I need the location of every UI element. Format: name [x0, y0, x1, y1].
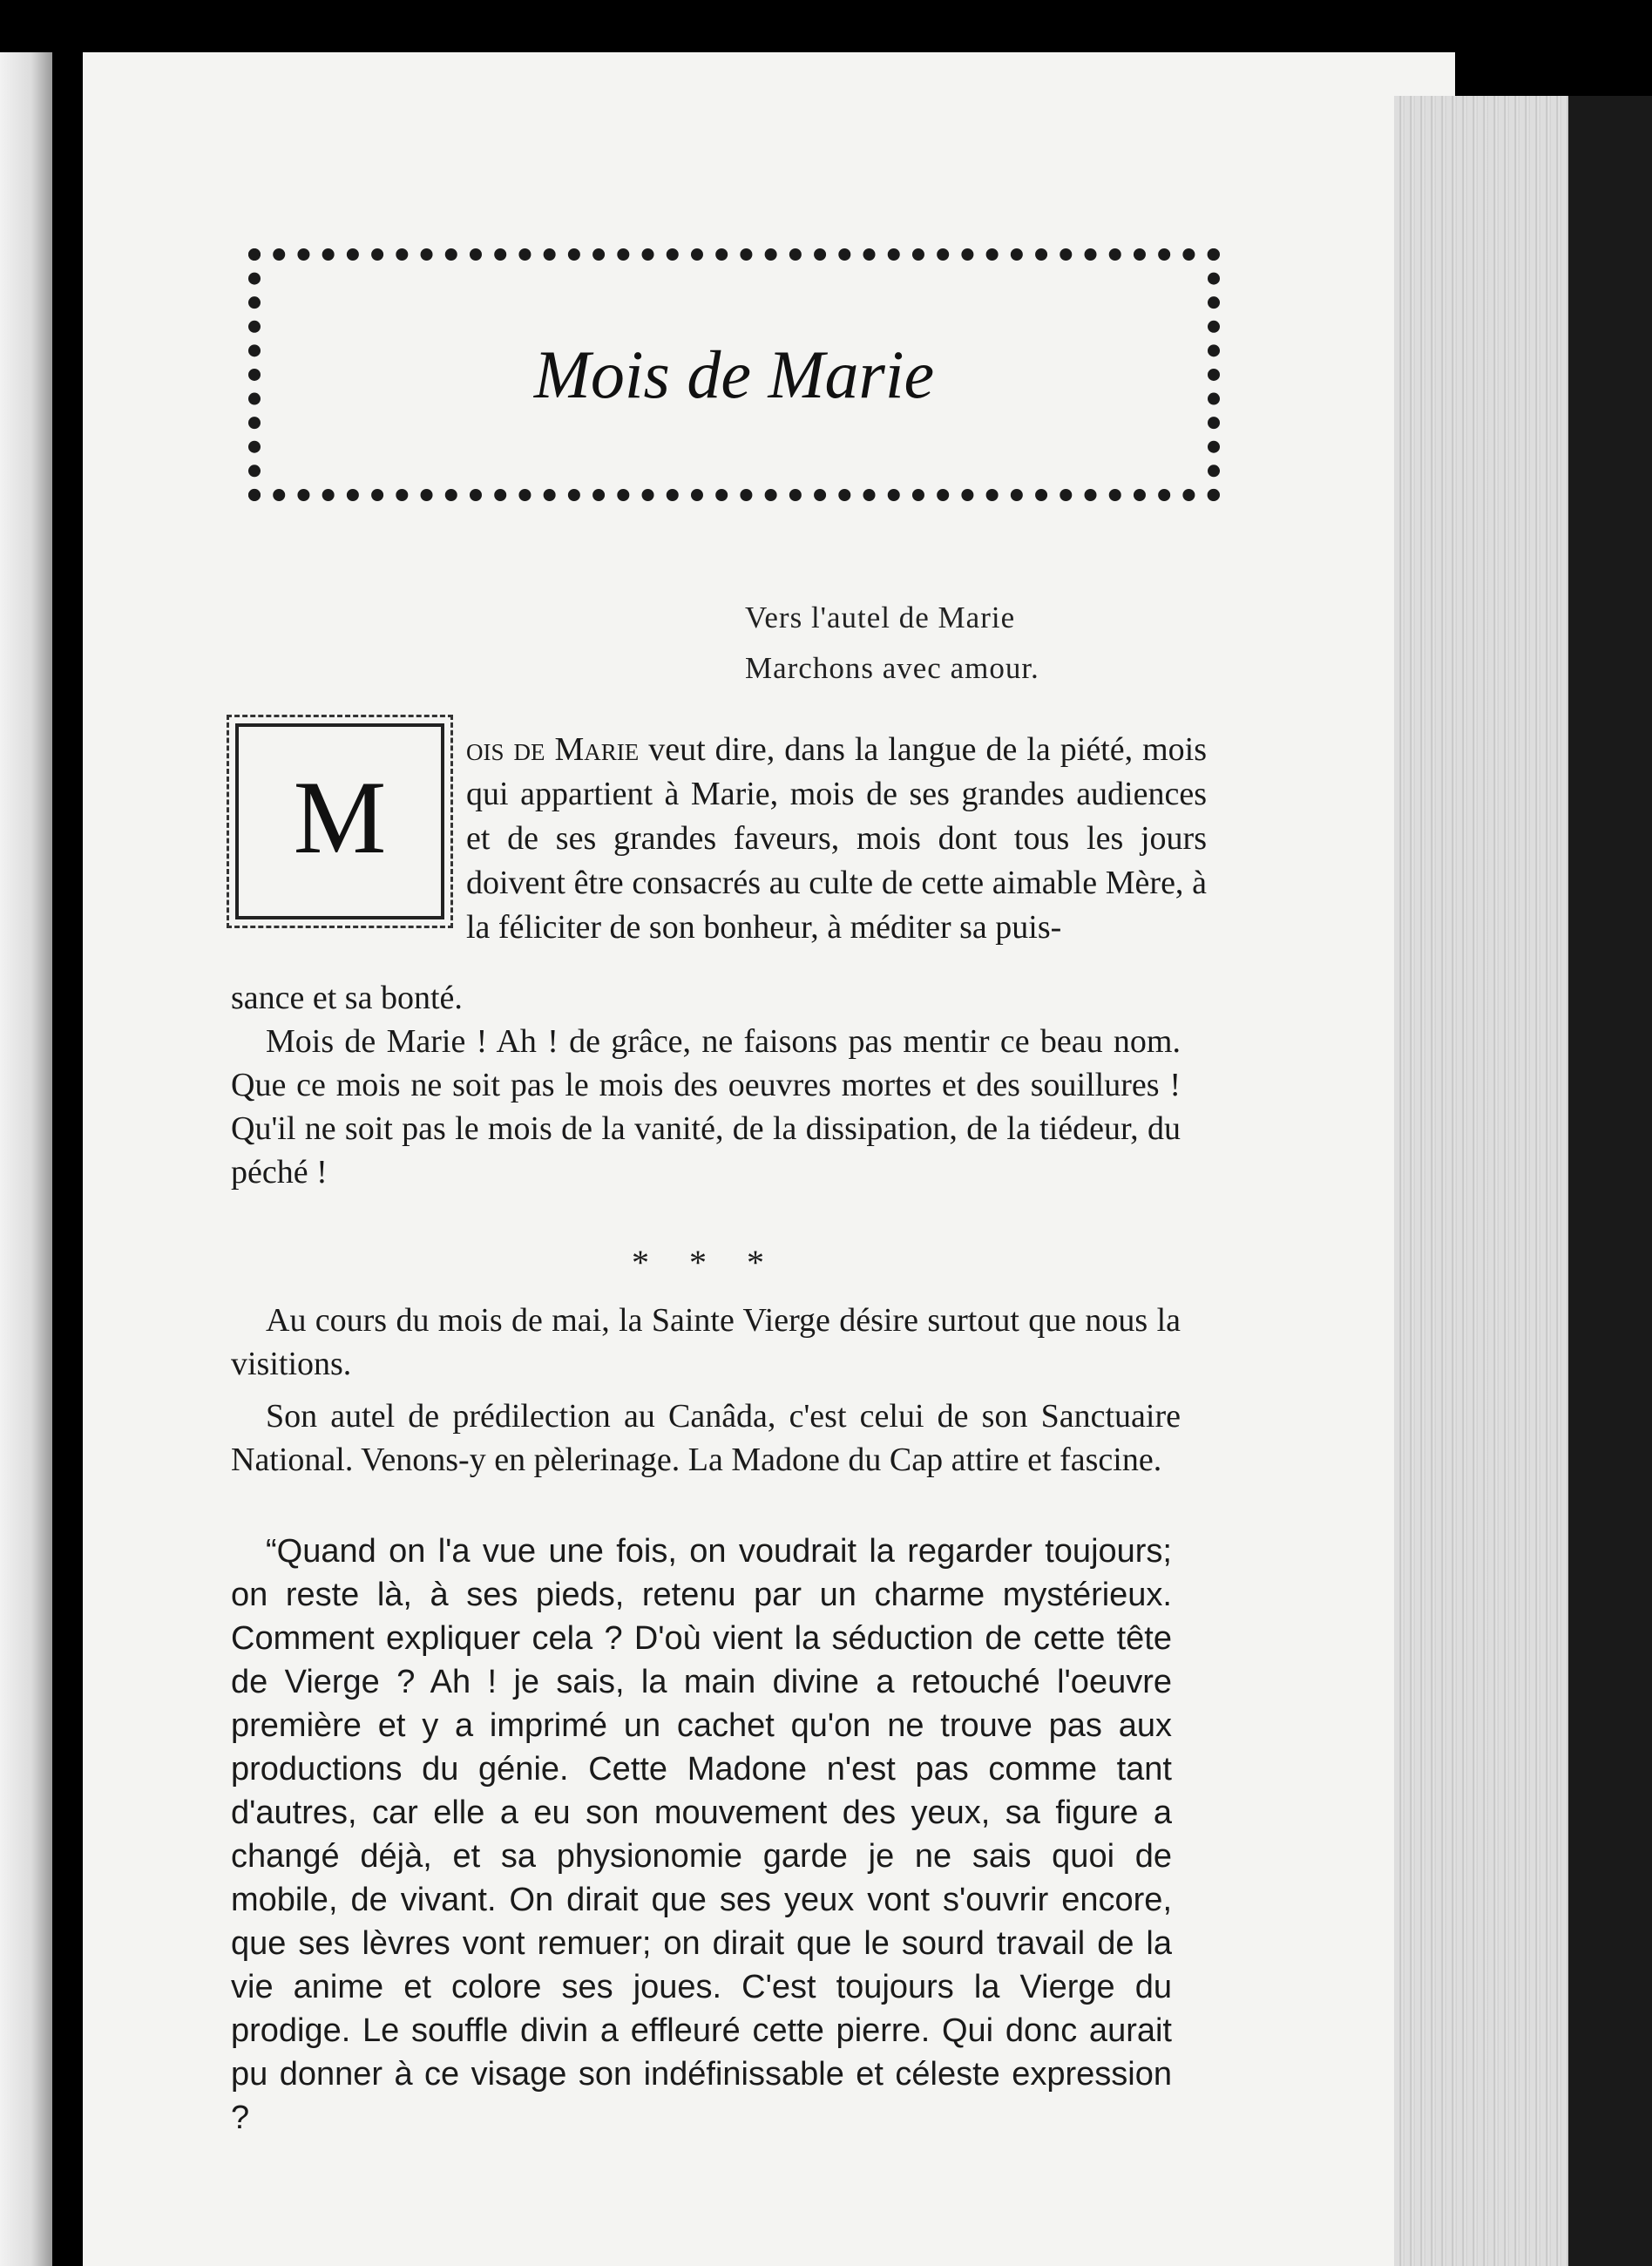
paragraph-1-text: veut dire, dans la langue de la piété, mois qui appartient à Marie, mois de ses grandes audiences et de ses grandes faveurs, mois dont tous les jours doivent être consacrés au culte de cette aimable Mère, à la féliciter de son bonheur, à méditer sa puis- [466, 731, 1207, 946]
epigraph [745, 593, 1181, 694]
scan-border [1568, 96, 1652, 2266]
paragraph-5: “Quand on l'a vue une fois, on voudrait la regarder toujours; on reste là, à ses pieds, retenu par un charme mystérieux. Comment expliquer cela ? D'où vient la séduction de cette tête de Vierge ? Ah ! je sais, la main divine a retouché l'oeuvre première et y a imprimé un cachet qu'on ne trouve pas aux productions du génie. Cette Madone n'est pas comme tant d'autres, car elle a eu son mouvement des yeux, sa figure a changé déjà, et sa physionomie garde je ne sais quoi de mobile, de vivant. On dirait que ses yeux vont s'ouvrir encore, que ses lèvres vont remuer; on dirait que le sourd travail de la vie anime et colore ses joues. C'est toujours la Vierge du prodige. Le souffle divin a effleuré cette pierre. Qui donc aurait pu donner à ce visage son indéfinissable et céleste expression ? [231, 1533, 1172, 2136]
epigraph-line-1: Vers l'autel de Marie [745, 600, 1016, 634]
paragraph-1-lead: ois de Marie [466, 731, 640, 768]
paragraph-4: Son autel de prédilection au Canâda, c'est celui de son Sanctuaire National. Venons-y en pèlerinage. La Madone du Cap attire et fascine. [231, 1398, 1181, 1478]
page-stack-edge [1394, 96, 1568, 2266]
dropcap-letter: M [293, 759, 387, 875]
paragraph-2: Mois de Marie ! Ah ! de grâce, ne faisons pas mentir ce beau nom. Que ce mois ne soit pas le mois des oeuvres mortes et des souillures ! Qu'il ne soit pas le mois de la vanité, de la dissipation, de la tiédeur, du péché ! [231, 1023, 1181, 1191]
epigraph-line-2: Marchons avec amour. [745, 651, 1039, 685]
page-title: Mois de Marie [533, 336, 935, 412]
paragraph-3: Au cours du mois de mai, la Sainte Vierge désire surtout que nous la visitions. [231, 1302, 1181, 1382]
paragraph-1-tail: sance et sa bonté. [231, 980, 463, 1016]
section-separator: * * * [632, 1243, 780, 1282]
left-page-edge [0, 52, 52, 2266]
paragraph-1 [466, 728, 1207, 950]
